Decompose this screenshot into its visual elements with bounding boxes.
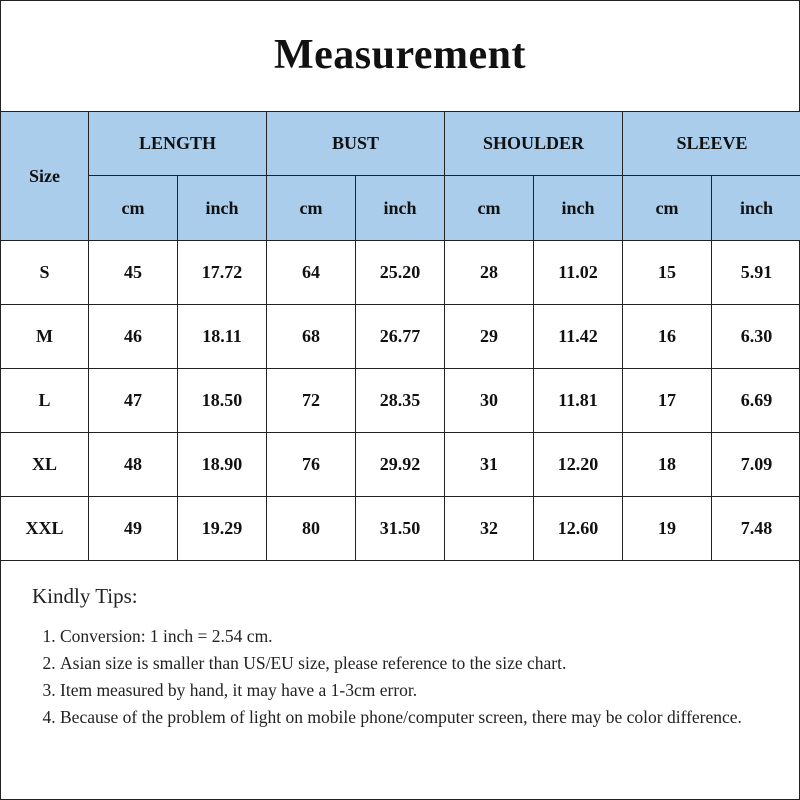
- table-cell: 64: [267, 241, 356, 305]
- table-cell: 18.50: [178, 369, 267, 433]
- unit-header-cm: cm: [89, 176, 178, 241]
- table-cell: 18.11: [178, 305, 267, 369]
- table-cell: 31: [445, 433, 534, 497]
- table-cell: 76: [267, 433, 356, 497]
- table-cell: 12.60: [534, 497, 623, 561]
- table-cell: 16: [623, 305, 712, 369]
- table-cell: 7.48: [712, 497, 800, 561]
- table-cell: 15: [623, 241, 712, 305]
- tip-item: 2. Asian size is smaller than US/EU size, please reference to the size chart.: [60, 650, 772, 677]
- tip-item: 3. Item measured by hand, it may have a 1-3cm error.: [60, 677, 772, 704]
- tips-list: [32, 623, 772, 731]
- table-cell: 17.72: [178, 241, 267, 305]
- table-cell: 28.35: [356, 369, 445, 433]
- table-cell: 6.69: [712, 369, 800, 433]
- unit-header-cm: cm: [445, 176, 534, 241]
- group-header-sleeve: SLEEVE: [623, 112, 800, 176]
- unit-header-cm: cm: [623, 176, 712, 241]
- table-cell: 32: [445, 497, 534, 561]
- unit-header-cm: cm: [267, 176, 356, 241]
- table-cell: 30: [445, 369, 534, 433]
- group-header-row: [1, 112, 800, 176]
- size-label: S: [1, 241, 89, 305]
- table-cell: 19.29: [178, 497, 267, 561]
- page-title: Measurement: [274, 32, 526, 78]
- table-cell: 26.77: [356, 305, 445, 369]
- size-column-header: Size: [1, 112, 89, 241]
- table-cell: 11.42: [534, 305, 623, 369]
- size-label: XXL: [1, 497, 89, 561]
- size-label: M: [1, 305, 89, 369]
- table-cell: 11.81: [534, 369, 623, 433]
- unit-header-row: [1, 176, 800, 241]
- table-cell: 29: [445, 305, 534, 369]
- table-cell: 28: [445, 241, 534, 305]
- table-cell: 19: [623, 497, 712, 561]
- table-cell: 18: [623, 433, 712, 497]
- unit-header-inch: inch: [534, 176, 623, 241]
- kindly-tips: [32, 584, 772, 731]
- table-row: [1, 433, 800, 497]
- table-cell: 45: [89, 241, 178, 305]
- table-cell: 72: [267, 369, 356, 433]
- table-row: [1, 369, 800, 433]
- table-row: [1, 241, 800, 305]
- table-cell: 18.90: [178, 433, 267, 497]
- group-header-bust: BUST: [267, 112, 445, 176]
- tip-item: 1. Conversion: 1 inch = 2.54 cm.: [60, 623, 772, 650]
- table-cell: 31.50: [356, 497, 445, 561]
- table-cell: 29.92: [356, 433, 445, 497]
- group-header-shoulder: SHOULDER: [445, 112, 623, 176]
- table-cell: 12.20: [534, 433, 623, 497]
- table-cell: 25.20: [356, 241, 445, 305]
- size-table: [0, 111, 800, 561]
- group-header-length: LENGTH: [89, 112, 267, 176]
- size-label: XL: [1, 433, 89, 497]
- table-cell: 5.91: [712, 241, 800, 305]
- table-cell: 48: [89, 433, 178, 497]
- size-label: L: [1, 369, 89, 433]
- unit-header-inch: inch: [356, 176, 445, 241]
- table-cell: 11.02: [534, 241, 623, 305]
- unit-header-inch: inch: [712, 176, 800, 241]
- table-cell: 47: [89, 369, 178, 433]
- table-row: [1, 305, 800, 369]
- table-cell: 7.09: [712, 433, 800, 497]
- tip-item: 4. Because of the problem of light on mobile phone/computer screen, there may be color difference.: [60, 704, 772, 731]
- unit-header-inch: inch: [178, 176, 267, 241]
- table-row: [1, 497, 800, 561]
- table-cell: 68: [267, 305, 356, 369]
- table-cell: 46: [89, 305, 178, 369]
- table-cell: 17: [623, 369, 712, 433]
- tips-heading: Kindly Tips:: [32, 584, 138, 608]
- table-cell: 80: [267, 497, 356, 561]
- table-cell: 49: [89, 497, 178, 561]
- table-cell: 6.30: [712, 305, 800, 369]
